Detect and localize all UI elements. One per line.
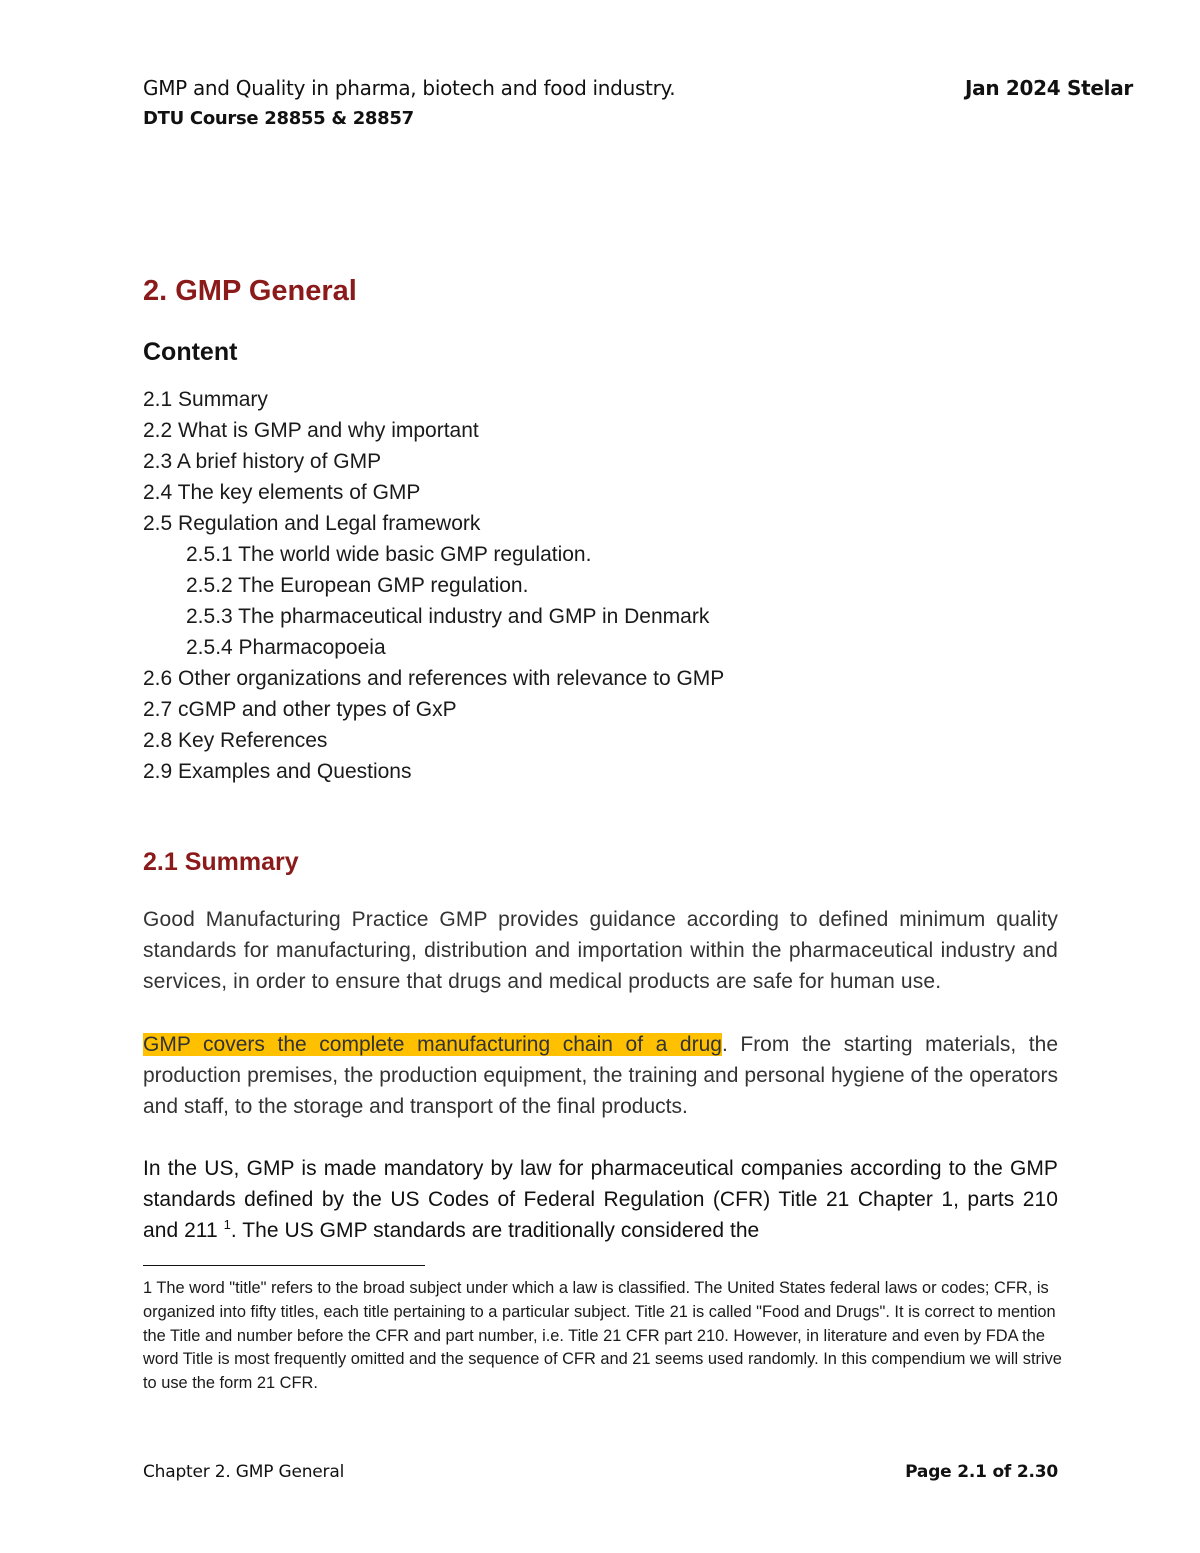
summary-heading: 2.1 Summary [143, 848, 299, 876]
paragraph-text: In the US, GMP is made mandatory by law for pharmaceutical companies according to the GMP standards defined by the US Codes of Federal Regulation (CFR) Title 21 Chapter 1, parts 210 and 211 [143, 1157, 1058, 1243]
footnote-reference: 1 [223, 1217, 231, 1233]
header-title: GMP and Quality in pharma, biotech and food industry. [143, 76, 676, 100]
toc-subitem: 2.5.1 The world wide basic GMP regulation. [186, 543, 592, 566]
toc-item: 2.3 A brief history of GMP [143, 450, 382, 473]
paragraph-text: . From the starting materials, the production premises, the production equipment, the training and personal hygiene of the operators and staff, to the storage and transport of the final products. [143, 1033, 1058, 1119]
footer-chapter: Chapter 2. GMP General [143, 1462, 345, 1482]
summary-paragraph-3 [143, 1153, 1058, 1247]
toc-item: 2.4 The key elements of GMP [143, 481, 421, 504]
summary-paragraph-1: Good Manufacturing Practice GMP provides guidance according to defined minimum quality standards for manufacturing, distribution and importation within the pharmaceutical industry and services, in order to ensure that drugs and medical products are safe for human use. [143, 908, 1058, 994]
toc-subitem: 2.5.3 The pharmaceutical industry and GMP in Denmark [186, 605, 710, 628]
table-of-contents [143, 384, 724, 787]
footnote: 1 The word "title" refers to the broad subject under which a law is classified. The United States federal laws or codes; CFR, is organized into fifty titles, each title pertaining to a particular subject. Title 21 is called "Food and Drugs". It is correct to mention the Title and number before the CFR and part number, i.e. Title 21 CFR part 210. However, in literature and even by FDA the word Title is most frequently omitted and the sequence of CFR and 21 seems used randomly. In this compendium we will strive to use the form 21 CFR. [143, 1279, 1062, 1393]
toc-item: 2.8 Key References [143, 729, 328, 752]
content-heading: Content [143, 338, 238, 366]
toc-item: 2.7 cGMP and other types of GxP [143, 698, 457, 721]
toc-item: 2.5 Regulation and Legal framework [143, 512, 481, 535]
footer-page-number: Page 2.1 of 2.30 [905, 1462, 1058, 1482]
toc-subitem: 2.5.2 The European GMP regulation. [186, 574, 529, 597]
summary-paragraph-2 [143, 1029, 1058, 1123]
chapter-title: 2. GMP General [143, 275, 357, 307]
toc-item: 2.1 Summary [143, 388, 268, 411]
toc-item: 2.2 What is GMP and why important [143, 419, 479, 442]
header-course: DTU Course 28855 & 28857 [143, 108, 414, 129]
header-date: Jan 2024 Stelar [964, 76, 1133, 100]
footnote-separator [143, 1265, 425, 1266]
toc-subitem: 2.5.4 Pharmacopoeia [186, 636, 386, 659]
highlighted-text: GMP covers the complete manufacturing chain of a drug [143, 1033, 722, 1056]
toc-item: 2.6 Other organizations and references with relevance to GMP [143, 667, 725, 690]
paragraph-text: . The US GMP standards are traditionally considered the [230, 1219, 760, 1243]
toc-item: 2.9 Examples and Questions [143, 760, 412, 783]
